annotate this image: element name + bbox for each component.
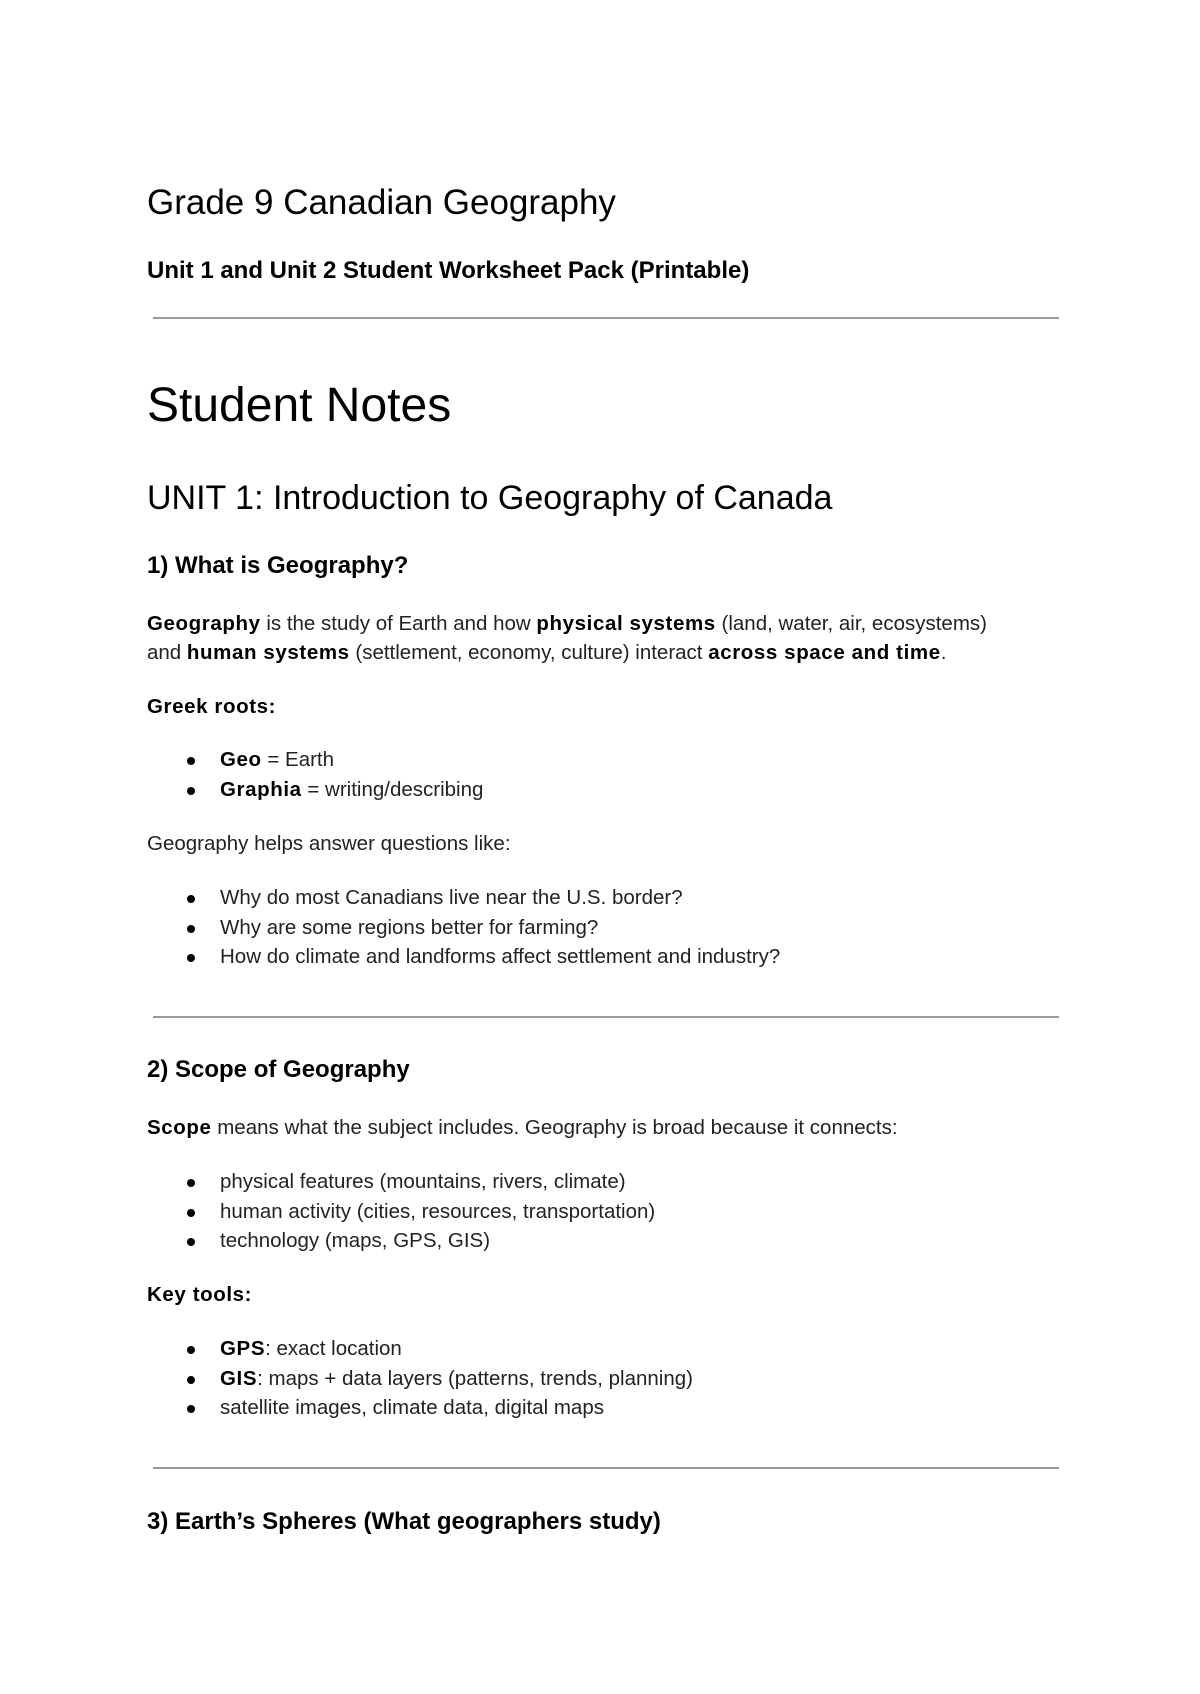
list-item [147, 1393, 693, 1423]
greek-roots-label: Greek roots: [147, 695, 277, 718]
questions-list [147, 883, 780, 972]
list-term: Geo [220, 748, 262, 771]
key-tools-label: Key tools: [147, 1283, 253, 1306]
text-span: (settlement, economy, culture) interact [349, 641, 709, 664]
heading-scope-of-geography: 2) Scope of Geography [147, 1056, 410, 1083]
term-human-systems: human systems [186, 641, 350, 664]
list-item: How do climate and landforms affect settlement and industry? [147, 942, 780, 972]
list-term: GPS [220, 1337, 266, 1360]
horizontal-divider [153, 317, 1059, 319]
text-span: . [940, 641, 947, 664]
term-geography: Geography [147, 612, 261, 635]
geography-definition [147, 609, 1057, 667]
scope-definition [147, 1113, 1057, 1142]
text-span: is the study of Earth and how [260, 612, 537, 635]
section-title: Student Notes [147, 379, 452, 432]
horizontal-divider [153, 1016, 1059, 1018]
list-text: : exact location [265, 1337, 402, 1360]
term-physical-systems: physical systems [536, 612, 716, 635]
text-span: means what the subject includes. Geography is broad because it connects: [211, 1116, 898, 1139]
heading-earths-spheres: 3) Earth’s Spheres (What geographers study) [147, 1508, 661, 1535]
document-title: Grade 9 Canadian Geography [147, 183, 616, 222]
list-item [147, 775, 483, 805]
horizontal-divider [153, 1467, 1059, 1469]
list-item: Why do most Canadians live near the U.S. border? [147, 883, 780, 913]
questions-intro: Geography helps answer questions like: [147, 832, 511, 855]
list-term: Graphia [220, 777, 302, 801]
list-text: = writing/describing [301, 777, 484, 801]
list-item: physical features (mountains, rivers, climate) [147, 1167, 655, 1197]
list-term: GIS [220, 1366, 258, 1390]
key-tools-list [147, 1334, 693, 1423]
list-text: : maps + data layers (patterns, trends, planning) [257, 1366, 693, 1390]
list-item: technology (maps, GPS, GIS) [147, 1226, 655, 1256]
scope-list [147, 1167, 655, 1256]
list-item [147, 745, 483, 775]
list-text: = Earth [261, 748, 335, 771]
list-item [147, 1334, 693, 1364]
unit-title: UNIT 1: Introduction to Geography of Canada [147, 479, 833, 517]
term-across-space-and-time: across space and time [708, 641, 941, 664]
term-scope: Scope [147, 1116, 212, 1139]
list-item: Why are some regions better for farming? [147, 913, 780, 943]
heading-what-is-geography: 1) What is Geography? [147, 552, 409, 579]
list-item [147, 1364, 693, 1394]
text-span: and [147, 641, 187, 664]
list-item: human activity (cities, resources, transportation) [147, 1197, 655, 1227]
document-subtitle: Unit 1 and Unit 2 Student Worksheet Pack (Printable) [147, 257, 750, 284]
greek-roots-list [147, 745, 483, 804]
text-span: (land, water, air, ecosystems) [715, 612, 987, 635]
list-text: satellite images, climate data, digital maps [220, 1396, 604, 1419]
